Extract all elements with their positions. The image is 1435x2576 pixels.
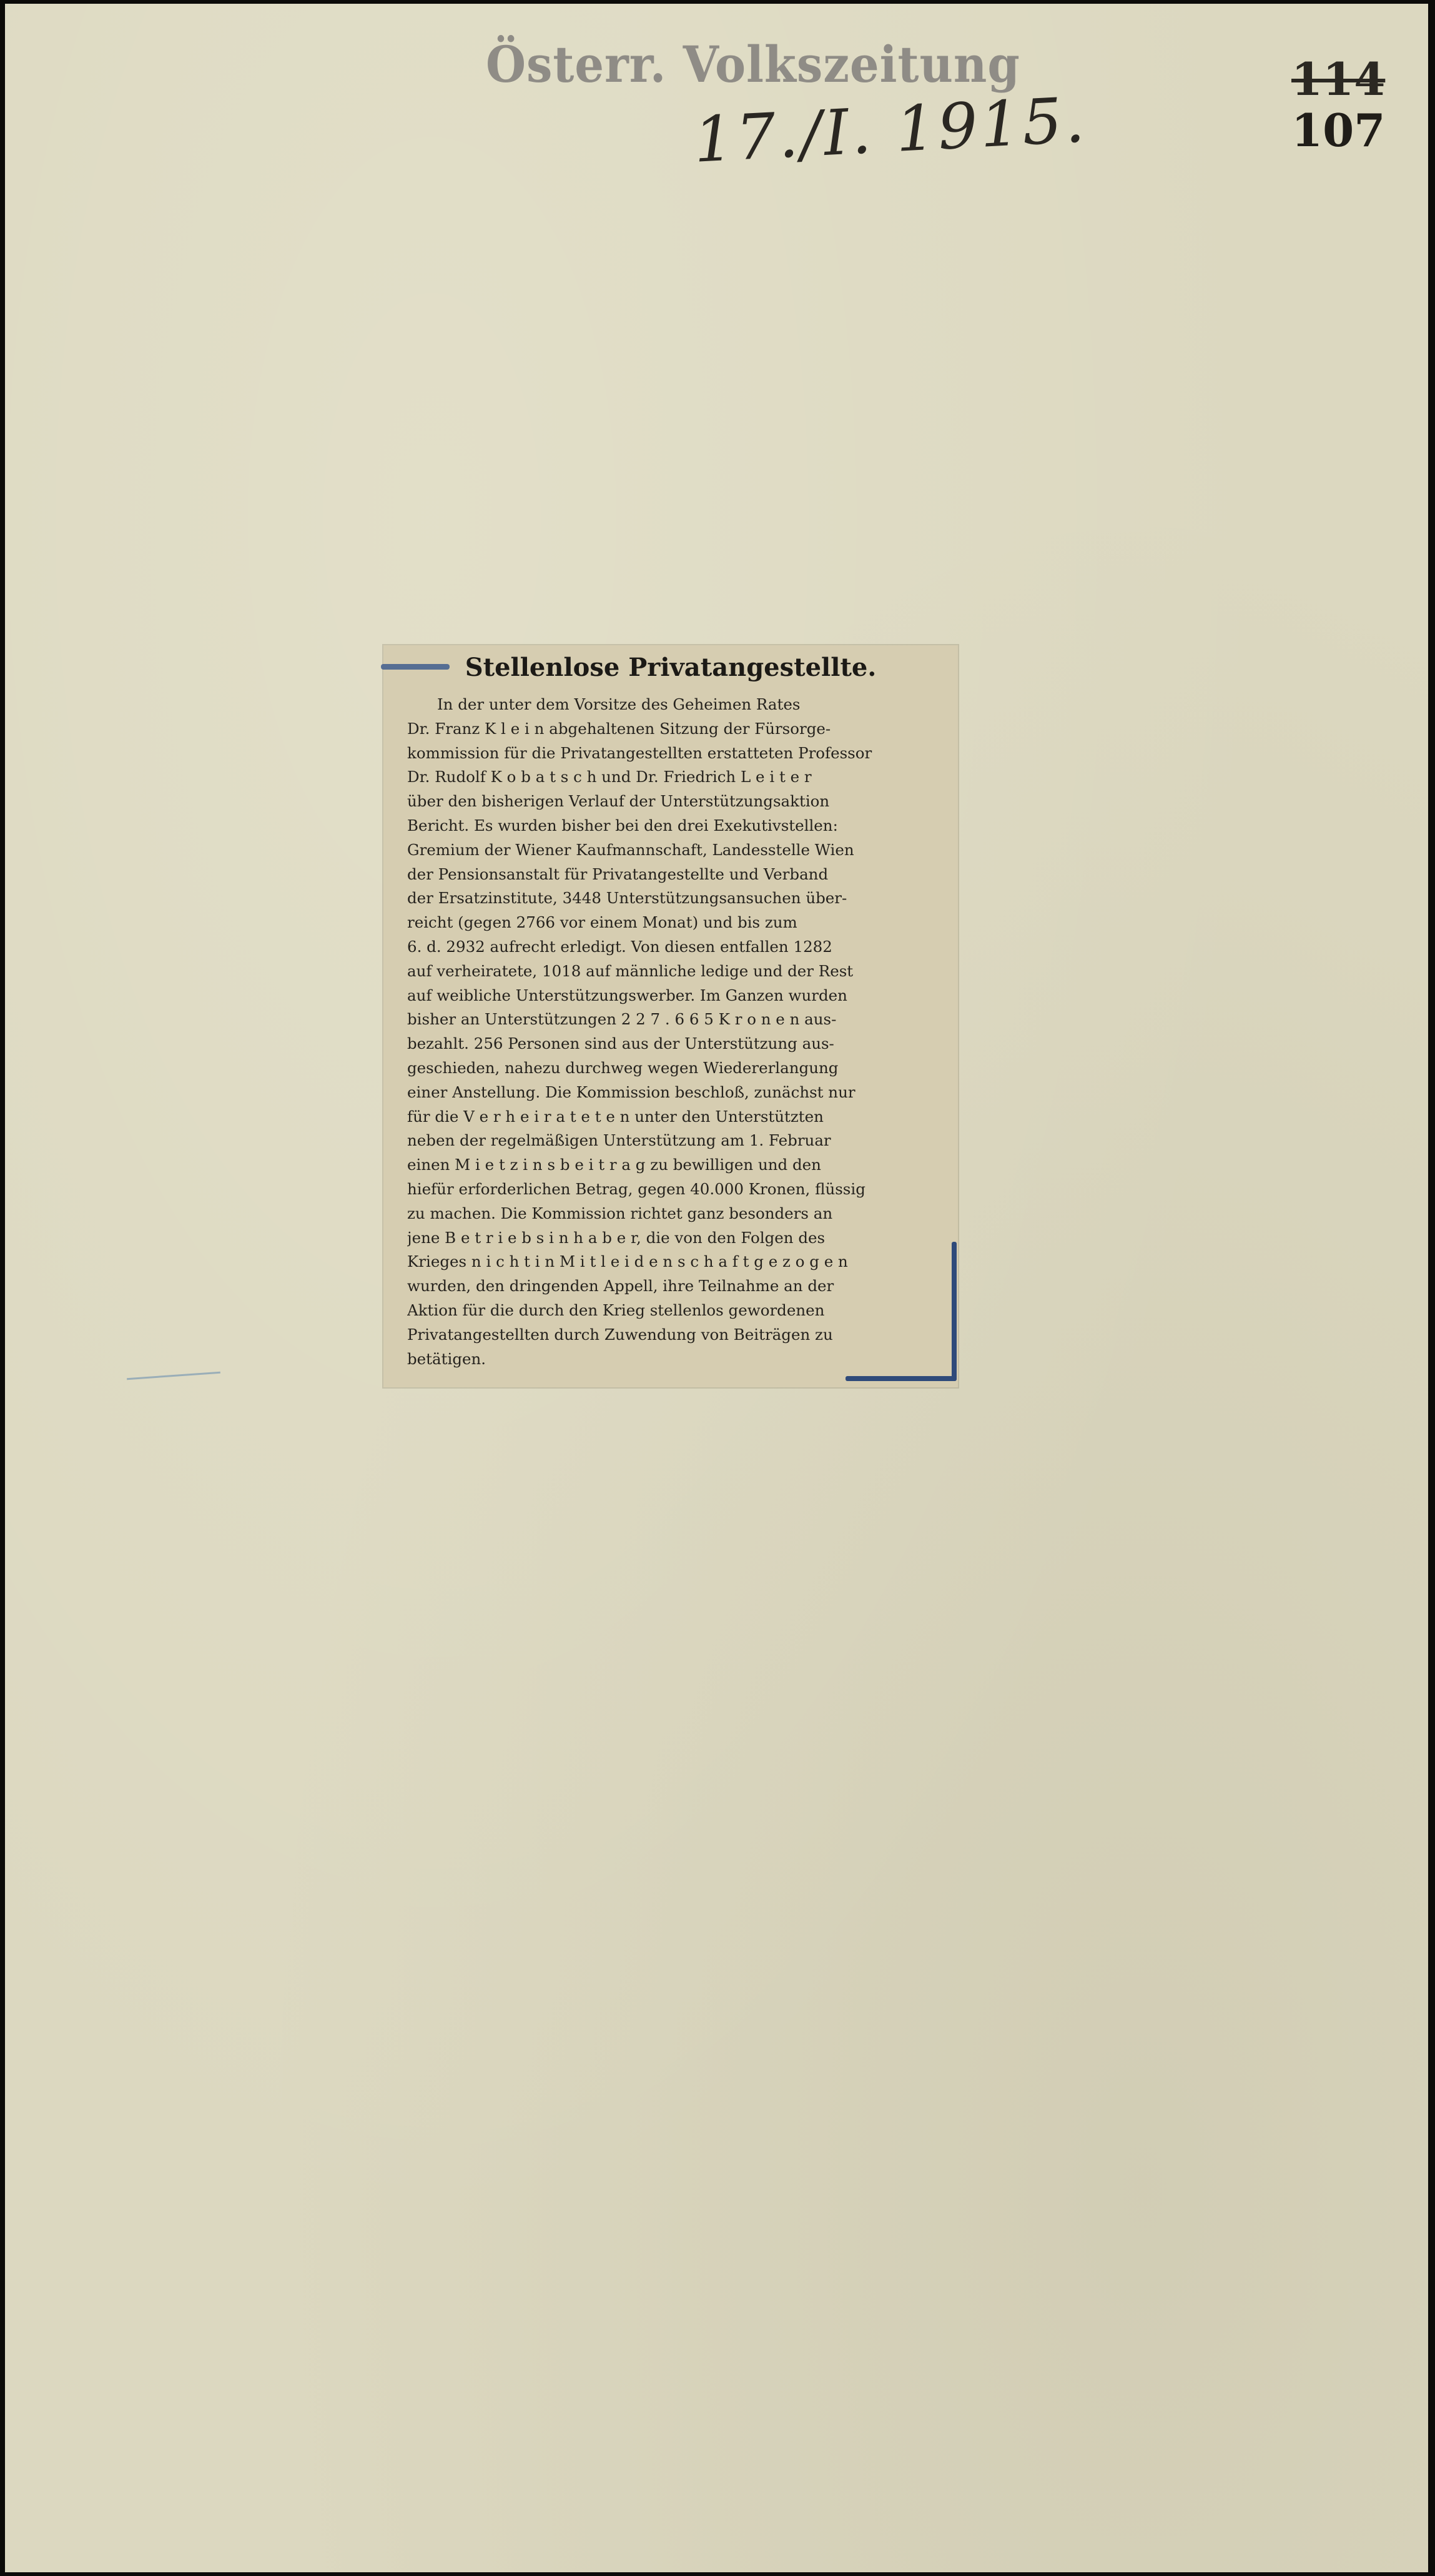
handwritten-date: 17./I. 1915. xyxy=(692,83,1089,177)
clipping-line: für die V e r h e i r a t e t e n unter den Unterstützten xyxy=(407,1107,824,1126)
clipping-line: bisher an Unterstützungen 2 2 7 . 6 6 5 K r o n e n aus- xyxy=(407,1010,837,1029)
clipping-line: der Ersatzinstitute, 3448 Unterstützungsansuchen über- xyxy=(407,889,847,908)
blue-pencil-mark-bottom xyxy=(846,1376,957,1381)
clipping-line: einer Anstellung. Die Kommission beschloß, zunächst nur xyxy=(407,1082,856,1101)
clipping-line: auf verheiratete, 1018 auf männliche ledige und der Rest xyxy=(407,961,854,980)
clipping-line: betätigen. xyxy=(407,1349,486,1368)
clipping-line: Aktion für die durch den Krieg stellenlos gewordenen xyxy=(407,1300,825,1319)
clipping-line: Privatangestellten durch Zuwendung von Beiträgen zu xyxy=(407,1325,833,1344)
clipping-line: kommission für die Privatangestellten erstatteten Professor xyxy=(407,743,872,762)
clipping-line: 6. d. 2932 aufrecht erledigt. Von diesen entfallen 1282 xyxy=(407,937,832,956)
clipping-line: Gremium der Wiener Kaufmannschaft, Landesstelle Wien xyxy=(407,840,854,859)
clipping-line: In der unter dem Vorsitze des Geheimen Rates xyxy=(437,695,801,713)
blue-pencil-mark-right xyxy=(952,1242,957,1379)
clipping-line: über den bisherigen Verlauf der Unterstützungsaktion xyxy=(407,792,830,811)
pencil-mark-margin xyxy=(127,1372,220,1380)
clipping-line: der Pensionsanstalt für Privatangestellte und Verband xyxy=(407,864,829,883)
newspaper-name-stamp: Österr. Volkszeitung xyxy=(486,35,1020,94)
newspaper-clipping xyxy=(383,645,958,1387)
archive-sheet xyxy=(5,4,1428,2572)
clipping-line: auf weibliche Unterstützungswerber. Im Ganzen wurden xyxy=(407,986,847,1004)
clipping-line: Dr. Rudolf K o b a t s c h und Dr. Friedrich L e i t e r xyxy=(407,768,812,786)
clipping-line: zu machen. Die Kommission richtet ganz besonders an xyxy=(407,1204,833,1222)
clipping-title: Stellenlose Privatangestellte. xyxy=(465,653,877,682)
clipping-line: neben der regelmäßigen Unterstützung am 1. Februar xyxy=(407,1131,831,1150)
page-number-old: 114 xyxy=(1291,52,1386,106)
clipping-body xyxy=(407,693,945,1371)
clipping-line: Dr. Franz K l e i n abgehaltenen Sitzung der Fürsorge- xyxy=(407,719,831,738)
clipping-line: hiefür erforderlichen Betrag, gegen 40.000 Kronen, flüssig xyxy=(407,1179,865,1198)
clipping-line: geschieden, nahezu durchweg wegen Wiedererlangung xyxy=(407,1058,839,1077)
clipping-line: Bericht. Es wurden bisher bei den drei Exekutivstellen: xyxy=(407,816,838,835)
clipping-line: Krieges n i c h t i n M i t l e i d e n s c h a f t g e z o g e n xyxy=(407,1252,848,1271)
clipping-line: jene B e t r i e b s i n h a b e r, die von den Folgen des xyxy=(407,1228,826,1247)
clipping-line: bezahlt. 256 Personen sind aus der Unterstützung aus- xyxy=(407,1034,834,1053)
clipping-line: einen M i e t z i n s b e i t r a g zu bewilligen und den xyxy=(407,1156,821,1174)
clipping-line: reicht (gegen 2766 vor einem Monat) und bis zum xyxy=(407,913,797,932)
page-number-new: 107 xyxy=(1291,104,1386,157)
clipping-line: wurden, den dringenden Appell, ihre Teilnahme an der xyxy=(407,1277,834,1295)
